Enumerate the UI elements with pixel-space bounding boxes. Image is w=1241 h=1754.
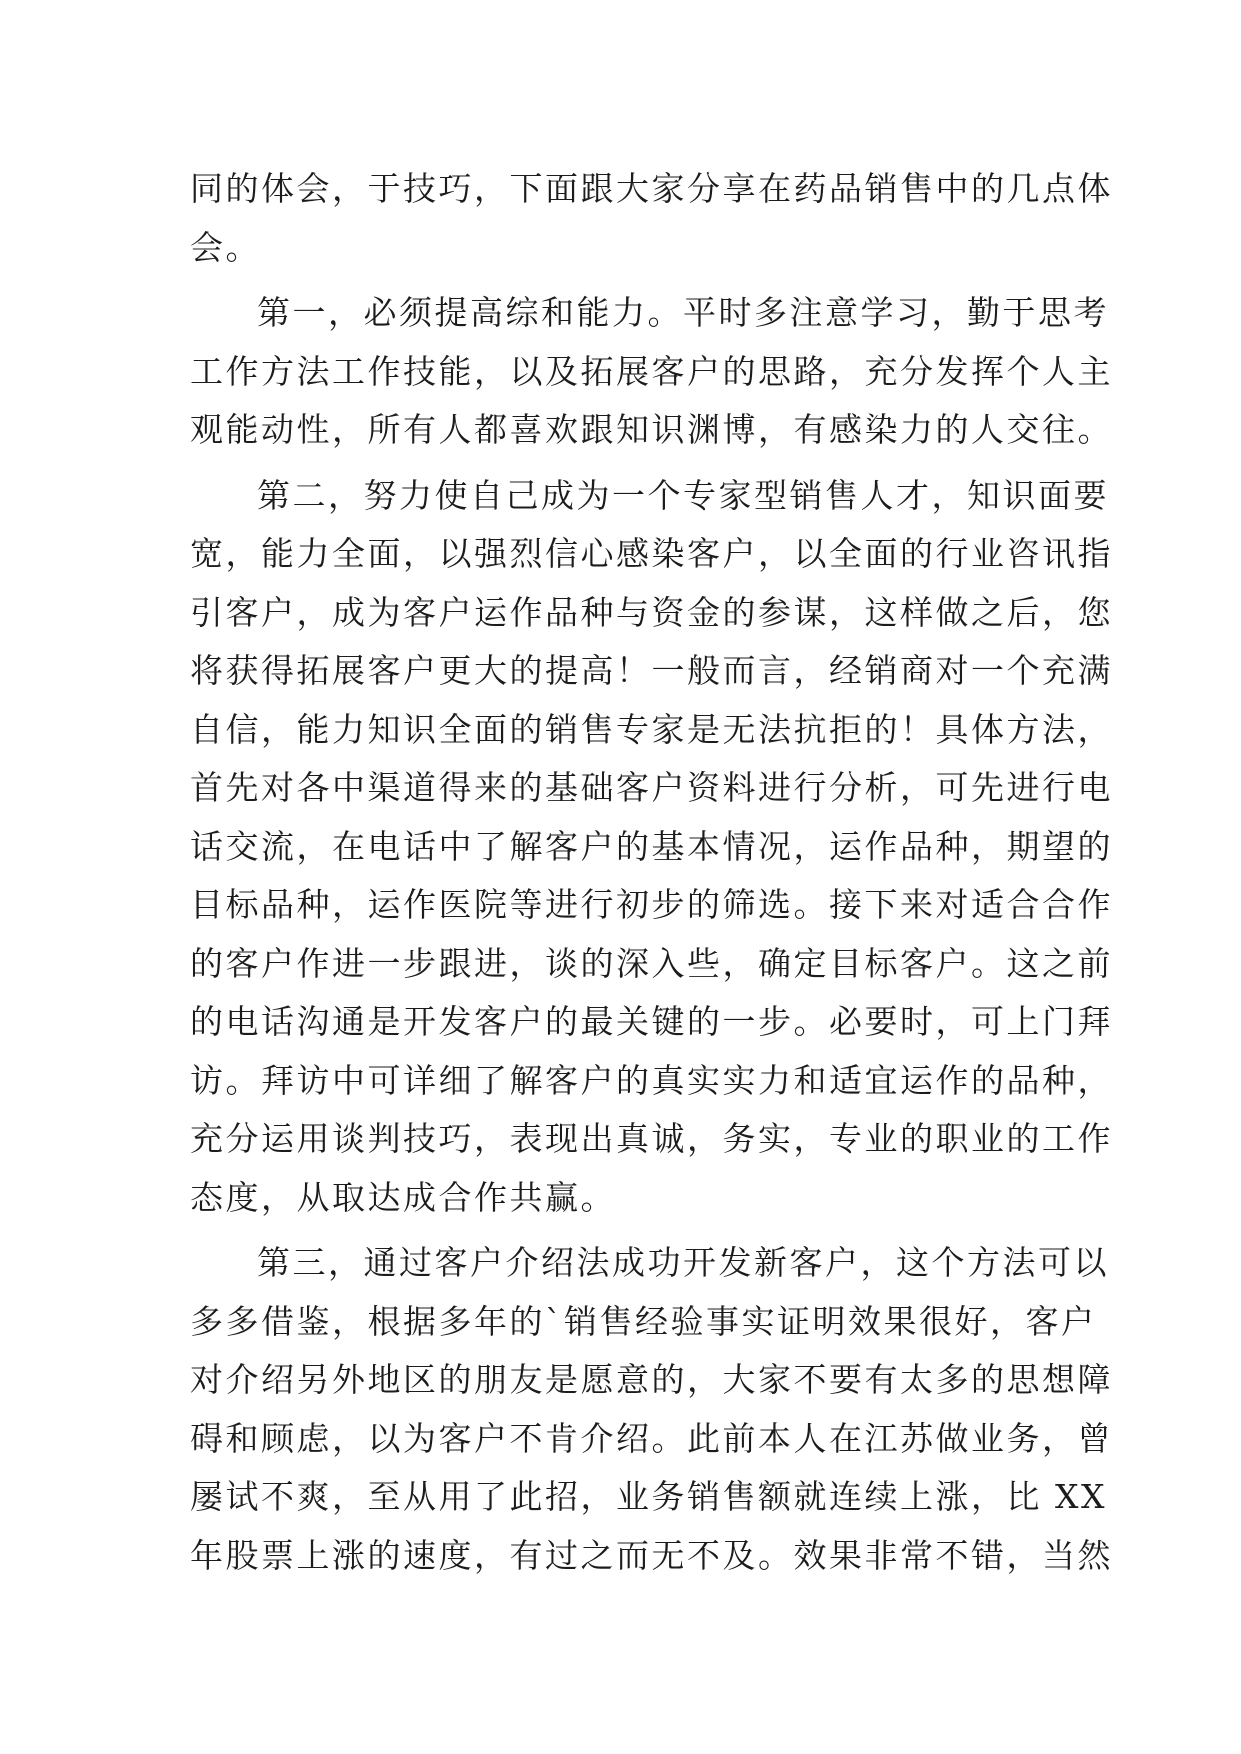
text-line: 充分运用谈判技巧，表现出真诚，务实，专业的职业的工作 [190, 1119, 1113, 1158]
text-line: 第二，努力使自己成为一个专家型销售人才，知识面要 [257, 475, 1109, 515]
text-line: 第三，通过客户介绍法成功开发新客户，这个方法可以 [257, 1243, 1109, 1282]
text-line: 观能动性，所有人都喜欢跟知识渊博，有感染力的人交往。 [190, 410, 1113, 449]
text-line: 访。拜访中可详细了解客户的真实实力和适宜运作的品种， [190, 1060, 1113, 1100]
text-line: 年股票上涨的速度，有过之而无不及。效果非常不错，当然 [190, 1535, 1113, 1575]
text-line: 的客户作进一步跟进，谈的深入些，确定目标客户。这之前 [190, 943, 1113, 983]
text-line: 话交流，在电话中了解客户的基本情况，运作品种，期望的 [190, 826, 1113, 866]
text-line: 宽，能力全面，以强烈信心感染客户，以全面的行业咨讯指 [190, 534, 1113, 573]
text-line: 首先对各中渠道得来的基础客户资料进行分析，可先进行电 [190, 768, 1113, 807]
text-line: 同的体会，于技巧，下面跟大家分享在药品销售中的几点体 [190, 169, 1113, 208]
paragraph-point-three [190, 1234, 1113, 1585]
text-line: 将获得拓展客户更大的提高！一般而言，经销商对一个充满 [190, 651, 1113, 690]
text-line: 会。 [190, 227, 261, 267]
paragraph-point-two [190, 467, 1113, 1228]
text-line: 工作方法工作技能，以及拓展客户的思路，充分发挥个人主 [190, 351, 1113, 391]
text-line: 碍和顾虑，以为客户不肯介绍。此前本人在江苏做业务，曾 [190, 1418, 1113, 1458]
text-line: 目标品种，运作医院等进行初步的筛选。接下来对适合合作 [190, 885, 1113, 924]
document-body [190, 160, 1113, 1585]
text-line: 第一，必须提高综和能力。平时多注意学习，勤于思考 [257, 293, 1109, 332]
text-line: 多多借鉴，根据多年的`销售经验事实证明效果很好，客户 [190, 1301, 1097, 1341]
text-line: 屡试不爽，至从用了此招，业务销售额就连续上涨，比 XX [190, 1477, 1107, 1516]
paragraph-continuation [190, 160, 1113, 277]
text-line: 的电话沟通是开发客户的最关键的一步。必要时，可上门拜 [190, 1002, 1113, 1041]
paragraph-point-one [190, 284, 1113, 460]
text-line: 自信，能力知识全面的销售专家是无法抗拒的！具体方法， [190, 709, 1113, 749]
text-line: 对介绍另外地区的朋友是愿意的，大家不要有太多的思想障 [190, 1360, 1113, 1399]
text-line: 态度，从取达成合作共赢。 [190, 1177, 616, 1217]
text-line: 引客户，成为客户运作品种与资金的参谋，这样做之后，您 [190, 592, 1113, 632]
